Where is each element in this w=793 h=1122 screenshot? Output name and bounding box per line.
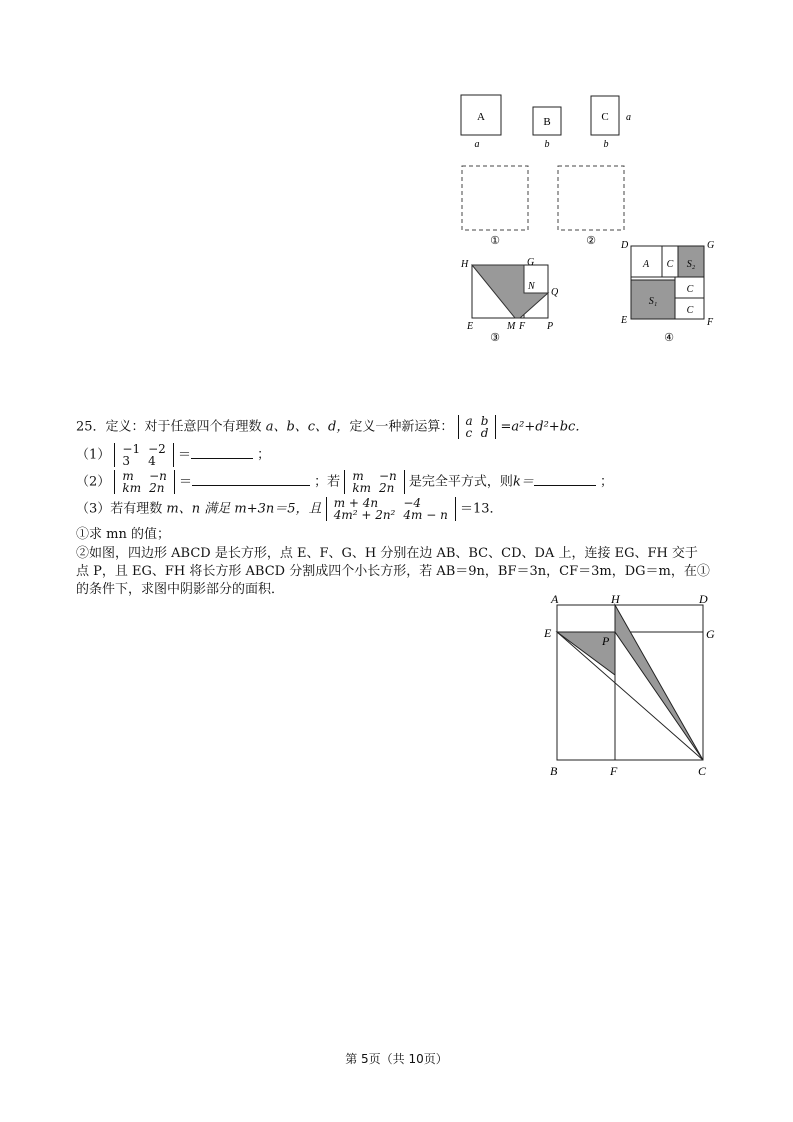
problem-25-definition xyxy=(76,415,588,439)
svg-text:Q: Q xyxy=(551,287,559,298)
svg-text:F: F xyxy=(707,317,714,328)
problem-number: 25． xyxy=(76,419,106,435)
dashed-box-2-caption: ② xyxy=(586,235,596,247)
svg-text:N: N xyxy=(528,281,535,292)
q2-k-blank[interactable] xyxy=(534,473,596,486)
tile-a-side: a xyxy=(474,139,480,150)
svg-text:M: M xyxy=(507,321,516,332)
q2-end: ； xyxy=(599,474,613,490)
definition-text: 定义：对于任意四个有理数 xyxy=(105,419,262,435)
svg-text:C: C xyxy=(686,305,694,316)
svg-text:H: H xyxy=(461,259,469,270)
svg-text:H: H xyxy=(611,592,620,606)
svg-text:P: P xyxy=(602,634,610,648)
q1-label: （1） xyxy=(76,447,111,463)
q2-answer-blank[interactable] xyxy=(192,473,310,486)
figure-3 xyxy=(460,257,559,344)
q1-answer-blank[interactable] xyxy=(191,446,253,459)
svg-text:G: G xyxy=(707,240,715,251)
tile-c-side-b: b xyxy=(603,139,609,150)
definition-vars: a、b、c、d， xyxy=(265,419,350,435)
svg-text:F: F xyxy=(519,321,526,332)
tile-c-label: C xyxy=(601,111,609,123)
sub-question-1: ①求 mn 的值； xyxy=(76,527,170,542)
svg-text:④: ④ xyxy=(664,332,674,344)
definition-formula: =a²+d²+bc． xyxy=(500,419,589,435)
sub-question-2-line-1: ②如图，四边形 ABCD 是长方形，点 E、F、G、H 分别在边 AB、BC、CD、DA 上，连接 EG、FH 交于 xyxy=(76,546,698,561)
q2-tail: 是完全平方式，则 xyxy=(408,474,513,490)
question-1 xyxy=(76,443,270,467)
svg-text:S₂: S₂ xyxy=(686,259,696,270)
dashed-box-1 xyxy=(462,166,528,230)
rectangle-figure xyxy=(540,590,730,785)
dashed-box-1-caption: ① xyxy=(490,235,500,247)
tile-a-label: A xyxy=(477,111,485,123)
svg-text:③: ③ xyxy=(490,332,500,344)
det-q3: m + 4n −4 4m² + 2n² 4m − n xyxy=(326,497,456,521)
det-definition: a b c d xyxy=(458,415,497,439)
tile-c-side-a: a xyxy=(626,112,631,123)
tile-b-label: B xyxy=(543,116,551,128)
q2-mid: ；若 xyxy=(314,474,341,490)
svg-text:B: B xyxy=(550,764,558,778)
svg-text:D: D xyxy=(621,240,629,251)
det-q2-b: m −n km 2n xyxy=(344,470,404,494)
q1-equals: ＝ xyxy=(177,447,191,463)
svg-text:A: A xyxy=(642,259,650,270)
dashed-box-2 xyxy=(558,166,624,230)
svg-text:F: F xyxy=(610,764,618,778)
q2-k: k＝ xyxy=(512,474,534,490)
q3-cond: 满足 m+3n＝5，且 xyxy=(204,501,322,517)
det-q2: m −n km 2n xyxy=(114,470,174,494)
svg-text:P: P xyxy=(547,321,554,332)
tile-b-side: b xyxy=(544,139,550,150)
svg-text:C: C xyxy=(666,259,674,270)
question-3 xyxy=(76,497,503,521)
q3-tail: ＝13． xyxy=(459,501,503,517)
svg-text:E: E xyxy=(544,626,552,640)
svg-text:G: G xyxy=(527,257,535,268)
svg-text:A: A xyxy=(551,592,559,606)
svg-text:E: E xyxy=(467,321,474,332)
tile-figures xyxy=(450,85,730,350)
q1-end: ； xyxy=(257,447,271,463)
svg-text:S₁: S₁ xyxy=(648,296,658,307)
svg-text:C: C xyxy=(698,764,707,778)
svg-text:C: C xyxy=(686,284,694,295)
rectangle-abcd xyxy=(557,605,703,760)
question-2: （2） m −n km 2n ＝ ；若 m −n km 2n 是完全平方式，则k＝ ； xyxy=(76,469,613,495)
q3-label: （3）若有理数 xyxy=(76,501,163,517)
q3-vars: m、n xyxy=(166,501,201,517)
definition-tail: 定义一种新运算： xyxy=(349,419,454,435)
sub-question-2-line-3: 的条件下，求图中阴影部分的面积． xyxy=(76,582,285,597)
figure-4 xyxy=(620,240,714,344)
det-q1: −1 −2 3 4 xyxy=(114,443,173,467)
svg-text:D: D xyxy=(699,592,708,606)
page-footer: 第 5页（共 10页） xyxy=(345,1052,448,1066)
sub-question-2-line-2: 点 P，且 EG、FH 将长方形 ABCD 分割成四个小长方形，若 AB＝9n，BF＝3n，CF＝3m，DG＝m，在① xyxy=(76,564,710,579)
svg-text:G: G xyxy=(706,627,715,641)
svg-text:E: E xyxy=(621,315,628,326)
q2-label: （2） xyxy=(76,474,111,490)
shaded-triangle-hpc xyxy=(615,605,703,760)
